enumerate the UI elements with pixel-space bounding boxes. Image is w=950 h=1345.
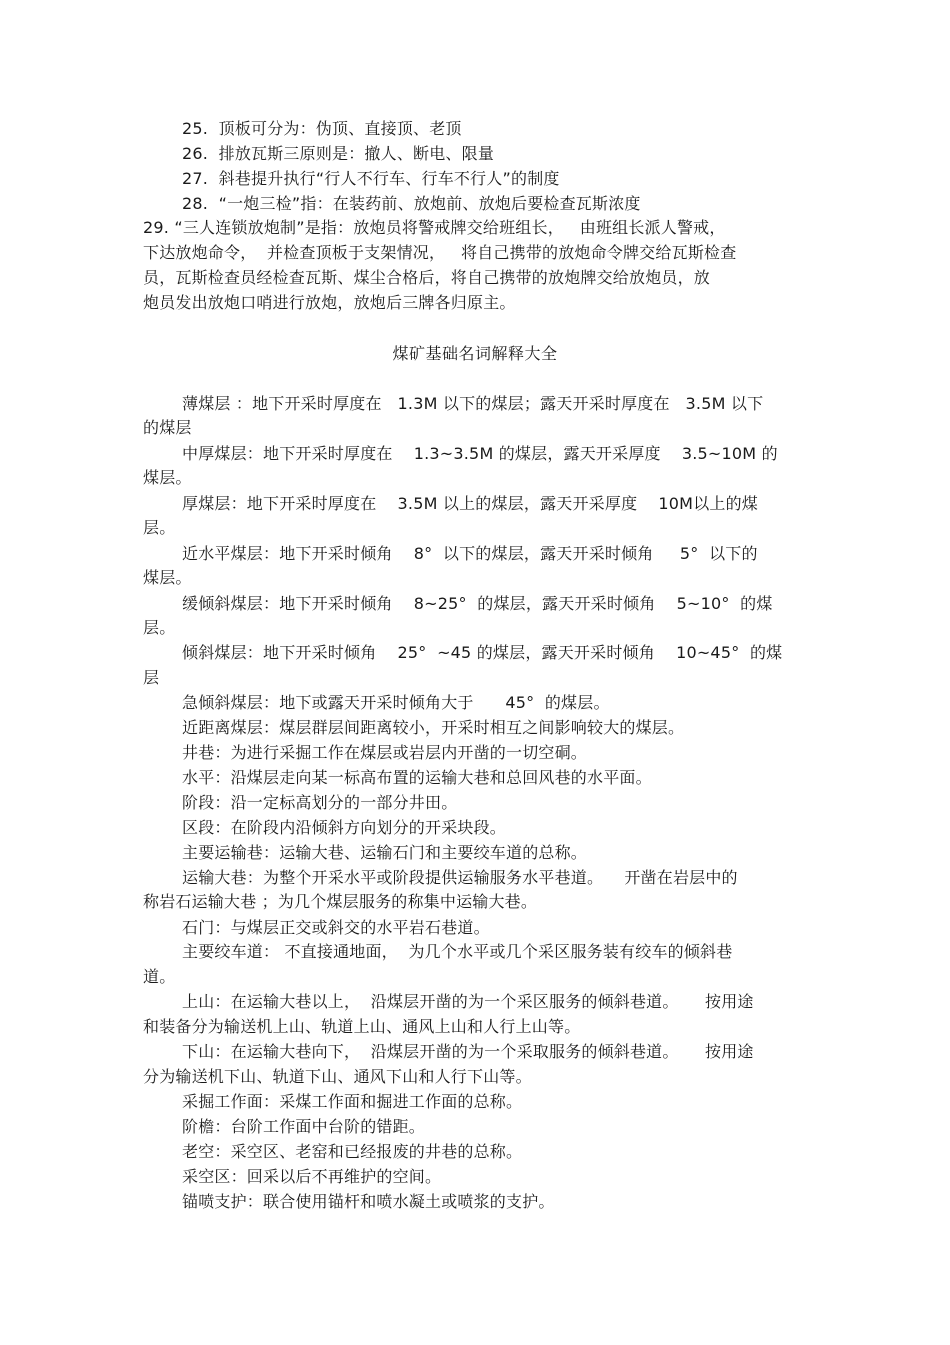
term-line: 缓倾斜煤层：地下开采时倾角 8~25° 的煤层，露天开采时倾角 5~10° 的煤 — [182, 594, 773, 613]
term-line: 和装备分为输送机上山、轨道上山、通风上山和人行上山等。 — [143, 1017, 581, 1036]
term-line: 石门：与煤层正交或斜交的水平岩石巷道。 — [182, 918, 490, 937]
term-line: 道。 — [143, 967, 176, 986]
term-line: 主要运输巷：运输大巷、运输石门和主要绞车道的总称。 — [182, 843, 588, 862]
numbered-item-27: 27. 斜巷提升执行“行人不行车、行车不行人”的制度 — [182, 169, 560, 188]
term-line: 层 — [143, 668, 160, 687]
term-line: 阶檐：台阶工作面中台阶的错距。 — [182, 1117, 426, 1136]
term-line: 老空：采空区、老窑和已经报废的井巷的总称。 — [182, 1142, 523, 1161]
term-line: 急倾斜煤层：地下或露天开采时倾角大于 45° 的煤层。 — [182, 693, 610, 712]
term-line: 厚煤层：地下开采时厚度在 3.5M 以上的煤层，露天开采厚度 10M以上的煤 — [182, 494, 758, 513]
term-line: 的煤层 — [143, 418, 192, 437]
term-line: 层。 — [143, 618, 176, 637]
numbered-item-26: 26. 排放瓦斯三原则是：撤人、断电、限量 — [182, 144, 495, 163]
numbered-item-25: 25. 顶板可分为：伪顶、直接顶、老顶 — [182, 119, 462, 138]
numbered-item-29-line: 下达放炮命令， 并检查顶板于支架情况， 将自己携带的放炮命令牌交给瓦斯检查 — [143, 243, 737, 262]
numbered-item-29-line: 炮员发出放炮口哨进行放炮，放炮后三牌各归原主。 — [143, 293, 516, 312]
term-line: 中厚煤层：地下开采时厚度在 1.3~3.5M 的煤层，露天开采厚度 3.5~10M 的 — [182, 444, 778, 463]
section-title: 煤矿基础名词解释大全 — [392, 344, 558, 363]
term-line: 采空区：回采以后不再维护的空间。 — [182, 1167, 442, 1186]
term-line: 下山：在运输大巷向下， 沿煤层开凿的为一个采取服务的倾斜巷道。 按用途 — [182, 1042, 754, 1061]
term-line: 薄煤层 ：地下开采时厚度在 1.3M 以下的煤层；露天开采时厚度在 3.5M 以下 — [182, 394, 764, 413]
term-line: 水平：沿煤层走向某一标高布置的运输大巷和总回风巷的水平面。 — [182, 768, 652, 787]
numbered-item-29-line: 员，瓦斯检查员经检查瓦斯、煤尘合格后，将自己携带的放炮牌交给放炮员，放 — [143, 268, 711, 287]
term-line: 倾斜煤层：地下开采时倾角 25° ~45 的煤层，露天开采时倾角 10~45° 的煤 — [182, 643, 783, 662]
term-line: 锚喷支护：联合使用锚杆和喷水凝土或喷浆的支护。 — [182, 1192, 555, 1211]
term-line: 称岩石运输大巷 ；为几个煤层服务的称集中运输大巷。 — [143, 892, 538, 911]
term-line: 主要绞车道： 不直接通地面， 为几个水平或几个采区服务装有绞车的倾斜巷 — [182, 942, 733, 961]
term-line: 煤层。 — [143, 568, 192, 587]
term-line: 区段：在阶段内沿倾斜方向划分的开采块段。 — [182, 818, 507, 837]
term-line: 分为输送机下山、轨道下山、通风下山和人行下山等。 — [143, 1067, 532, 1086]
term-line: 煤层。 — [143, 468, 192, 487]
numbered-item-28: 28. “一炮三检”指：在装药前、放炮前、放炮后要检查瓦斯浓度 — [182, 194, 641, 213]
term-line: 上山：在运输大巷以上， 沿煤层开凿的为一个采区服务的倾斜巷道。 按用途 — [182, 992, 754, 1011]
term-line: 近距离煤层：煤层群层间距离较小，开采时相互之间影响较大的煤层。 — [182, 718, 685, 737]
numbered-item-29-line: 29. “三人连锁放炮制”是指：放炮员将警戒牌交给班组长， 由班组长派人警戒， — [143, 218, 726, 237]
term-line: 近水平煤层：地下开采时倾角 8° 以下的煤层，露天开采时倾角 5° 以下的 — [182, 544, 758, 563]
term-line: 采掘工作面：采煤工作面和掘进工作面的总称。 — [182, 1092, 523, 1111]
term-line: 井巷：为进行采掘工作在煤层或岩层内开凿的一切空硐。 — [182, 743, 588, 762]
term-line: 层。 — [143, 518, 176, 537]
term-line: 阶段：沿一定标高划分的一部分井田。 — [182, 793, 458, 812]
term-line: 运输大巷：为整个开采水平或阶段提供运输服务水平巷道。 开凿在岩层中的 — [182, 868, 738, 887]
